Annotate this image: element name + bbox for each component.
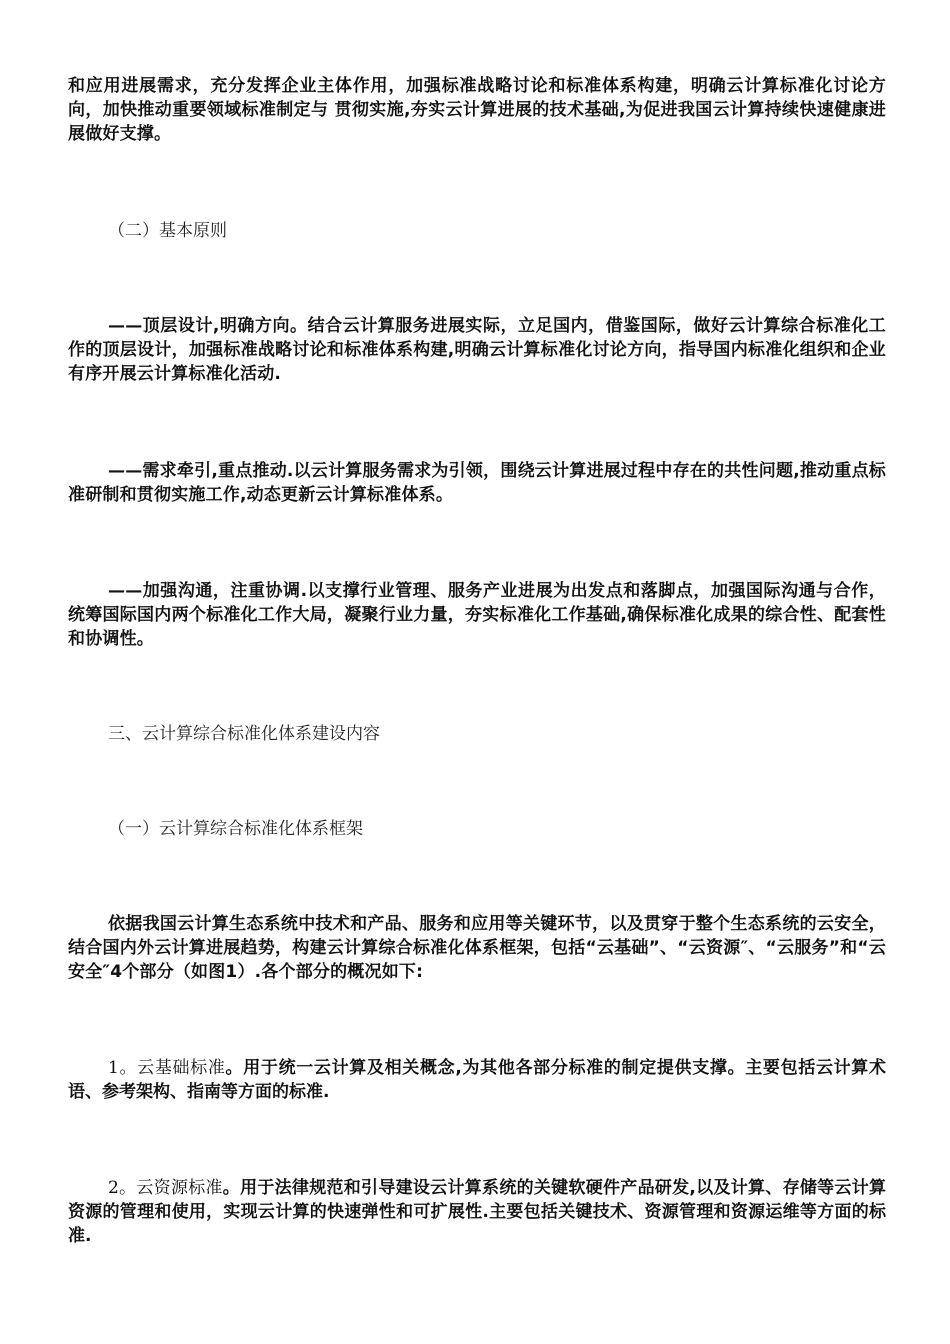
item-1-paragraph: [68, 1056, 886, 1104]
framework-intro-paragraph: 依据我国云计算生态系统中技术和产品、服务和应用等关键环节，以及贯穿于整个生态系统的云安全，结合国内外云计算进展趋势，构建云计算综合标准化体系框架，包括“云基础”、“云资源″、“云服务”和“云安全″4个部分（如图1）.各个部分的概况如下:: [68, 914, 886, 982]
principles-heading: （二）基本原则: [108, 221, 227, 241]
item-2-lead: 2。云资源标准: [108, 1178, 223, 1198]
intro-continuation-paragraph: 和应用进展需求，充分发挥企业主体作用，加强标准战略讨论和标准体系构建，明确云计算标准化讨论方向，加快推动重要领域标准制定与 贯彻实施,夯实云计算进展的技术基础,为促进我国云计算持续快速健康进展做好支撑。: [68, 76, 886, 144]
item-1-lead: 1。云基础标准: [108, 1058, 226, 1078]
principle-2-paragraph: ——需求牵引,重点推动.以云计算服务需求为引领，围绕云计算进展过程中存在的共性问题,推动重点标准研制和贯彻实施工作,动态更新云计算标准体系。: [68, 461, 886, 505]
section-3-heading: 三、云计算综合标准化体系建设内容: [108, 724, 380, 744]
item-1-body: 。用于统一云计算及相关概念,为其他各部分标准的制定提供支撑。主要包括云计算术语、参考架构、指南等方面的标准.: [68, 1058, 886, 1102]
principle-1-paragraph: ——顶层设计,明确方向。结合云计算服务进展实际，立足国内，借鉴国际，做好云计算综合标准化工作的顶层设计，加强标准战略讨论和标准体系构建,明确云计算标准化讨论方向，指导国内标准化组织和企业有序开展云计算标准化活动.: [68, 316, 886, 384]
item-2-paragraph: [68, 1176, 886, 1248]
framework-heading: （一）云计算综合标准化体系框架: [108, 819, 363, 839]
item-2-body: 。用于法律规范和引导建设云计算系统的关键软硬件产品研发,以及计算、存储等云计算资源的管理和使用，实现云计算的快速弹性和可扩展性.主要包括关键技术、资源管理和资源运维等方面的标准.: [68, 1178, 886, 1246]
principle-3-paragraph: ——加强沟通，注重协调.以支撑行业管理、服务产业进展为出发点和落脚点，加强国际沟通与合作，统筹国际国内两个标准化工作大局，凝聚行业力量，夯实标准化工作基础,确保标准化成果的综合性、配套性和协调性。: [68, 581, 886, 649]
